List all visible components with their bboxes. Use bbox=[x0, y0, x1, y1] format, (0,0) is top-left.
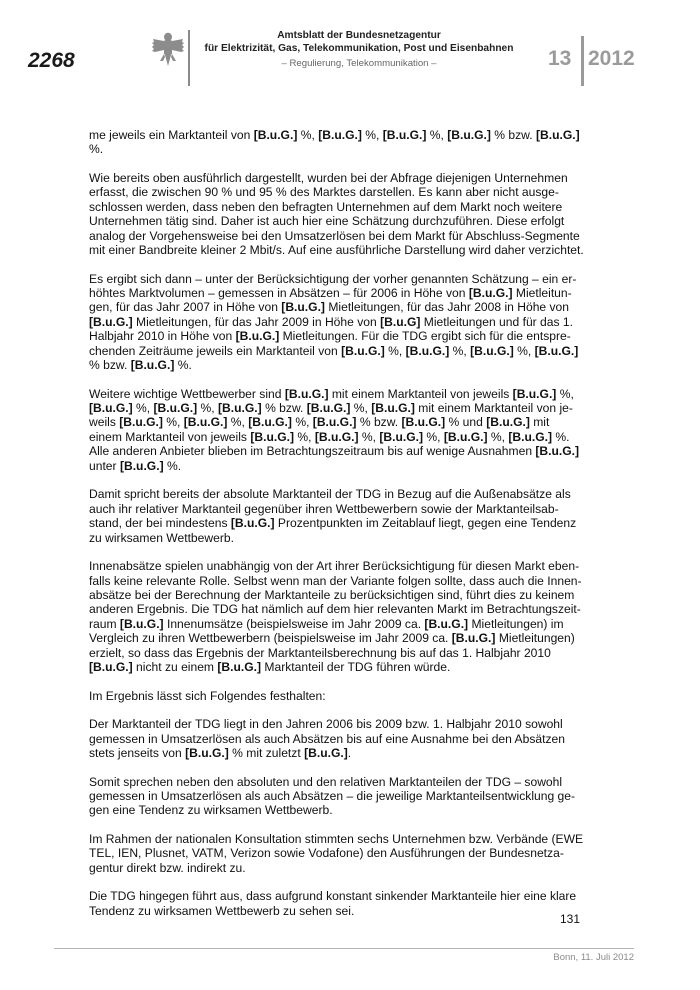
paragraph-text: %, bbox=[297, 128, 319, 142]
redaction-marker: [B.u.G.] bbox=[535, 444, 580, 459]
paragraph-text: mit einem Marktanteil von jeweils bbox=[89, 401, 573, 430]
paragraph-text: Im Ergebnis lässt sich Folgendes festhalten: bbox=[89, 688, 326, 703]
federal-eagle-icon bbox=[151, 30, 185, 70]
paragraph-text: me jeweils ein Marktanteil von bbox=[89, 128, 254, 142]
paragraph-text: %, bbox=[132, 401, 154, 416]
redaction-marker: [B.u.G.] bbox=[486, 415, 530, 430]
redaction-marker: [B.u.G.] bbox=[89, 401, 133, 416]
footer-divider bbox=[54, 948, 634, 949]
redaction-marker: [B.u.G.] bbox=[89, 314, 133, 329]
paragraph-text: Mietleitungen, für das Jahr 2008 in Höhe von bbox=[324, 300, 570, 315]
paragraph-text: mit einem Marktanteil von jeweils bbox=[89, 415, 550, 444]
paragraph-text: %, bbox=[291, 415, 313, 430]
redaction-marker: [B.u.G.] bbox=[306, 401, 351, 416]
paragraph-text: %, bbox=[556, 386, 574, 401]
paragraph-text: %. bbox=[89, 142, 104, 157]
paragraph-text: %, bbox=[426, 128, 448, 142]
issue-year: 2012 bbox=[588, 47, 635, 70]
footer-page-number: 131 bbox=[559, 912, 580, 926]
paragraph-text: %, bbox=[513, 343, 535, 358]
issue-number: 13 bbox=[548, 47, 572, 70]
redaction-marker: [B.u.G.] bbox=[253, 128, 298, 142]
paragraph-text: %, bbox=[197, 401, 219, 416]
redaction-marker: [B.u.G.] bbox=[153, 401, 198, 416]
page-number: 2268 bbox=[28, 49, 75, 72]
paragraph-text: Innenumsätze (beispielsweise im Jahr 2009 ca. bbox=[163, 616, 425, 631]
paragraph-text: % bzw. bbox=[490, 128, 536, 142]
redaction-marker: [B.u.G.] bbox=[318, 128, 362, 142]
redaction-marker: [B.u.G.] bbox=[447, 128, 491, 142]
body-paragraph bbox=[89, 775, 584, 818]
paragraph-text: %, bbox=[294, 429, 315, 444]
redaction-marker: [B.u.G.] bbox=[185, 745, 229, 760]
paragraph-text: % bzw. bbox=[89, 358, 131, 373]
body-paragraph bbox=[89, 272, 584, 373]
body-paragraph bbox=[89, 717, 584, 760]
paragraph-text: %, bbox=[227, 415, 249, 430]
redaction-marker: [B.u.G.] bbox=[284, 386, 329, 401]
paragraph-text: %. bbox=[174, 358, 192, 373]
paragraph-text: Mietleitungen, für das Jahr 2007 in Höhe von bbox=[89, 286, 572, 315]
paragraph-text: %, bbox=[350, 401, 372, 416]
redaction-marker: [B.u.G.] bbox=[443, 429, 488, 444]
redaction-marker: [B.u.G.] bbox=[250, 429, 294, 444]
redaction-marker: [B.u.G.] bbox=[119, 616, 164, 631]
paragraph-text: % bzw. bbox=[356, 415, 402, 430]
paragraph-text: Innenabsätze spielen unabhängig von der Art ihrer Berücksichtigung für diesen Markt ebenfalls keine relevante Rolle. Selbst wenn man der Variante folgen sollte, dass auch die Innenabsätze bei der Berechnung der Marktanteile zu berücksichtigen sind, führt dies zu keinem anderen Ergebnis. Die TDG hat nämlich auf dem hier relevanten Markt im Betrachtungszeitraum bbox=[89, 559, 582, 631]
redaction-marker: [B.u.G.] bbox=[508, 429, 553, 444]
paragraph-text: %, bbox=[358, 429, 380, 444]
redaction-marker: [B.u.G.] bbox=[535, 128, 580, 142]
issue-divider bbox=[581, 36, 584, 86]
redaction-marker: [B.u.G.] bbox=[119, 415, 163, 430]
redaction-marker: [B.u.G.] bbox=[451, 631, 496, 646]
paragraph-text: mit einem Marktanteil von jeweils bbox=[328, 386, 513, 401]
paragraph-text: Mietleitungen) erzielt, so dass das Ergebnis der Marktanteilsberechnung bis auf das 1. Halbjahr 2010 bbox=[89, 631, 575, 660]
paragraph-text: Die TDG hingegen führt aus, dass aufgrund konstant sinkender Marktanteile hier eine klare Tendenz zu wirksamen Wettbewerb zu sehen sei. bbox=[89, 889, 577, 918]
redaction-marker: [B.u.G.] bbox=[534, 343, 579, 358]
paragraph-text: %, bbox=[487, 429, 509, 444]
body-paragraph bbox=[89, 689, 584, 703]
redaction-marker: [B.u.G.] bbox=[470, 343, 514, 358]
redaction-marker: [B.u.G.] bbox=[235, 329, 280, 344]
body-paragraph bbox=[89, 487, 584, 545]
redaction-marker: [B.u.G.] bbox=[248, 415, 292, 430]
paragraph-text: %, bbox=[449, 343, 471, 358]
paragraph-text: %, bbox=[423, 429, 444, 444]
paragraph-text: Marktanteil der TDG führen würde. bbox=[261, 659, 451, 674]
paragraph-text: %. bbox=[163, 458, 182, 473]
paragraph-text: %, bbox=[384, 343, 406, 358]
redaction-marker: [B.u.G.] bbox=[405, 343, 450, 358]
publication-title-line1: Amtsblatt der Bundesnetzagentur bbox=[277, 30, 441, 41]
paragraph-text: Es ergibt sich dann – unter der Berücksichtigung der vorher genannten Schätzung – ein erhöhtes Marktvolumen – gemessen in Absätzen – für 2006 in Höhe von bbox=[89, 271, 577, 301]
paragraph-text: Weitere wichtige Wettbewerber sind bbox=[89, 386, 285, 401]
paragraph-text: Somit sprechen neben den absoluten und den relativen Marktanteilen der TDG – sowohl gemessen in Umsatzerlösen als auch Absätzen – die jeweilige Marktanteilsentwicklung gegen eine Tendenz zu wirksamen Wettbewerb. bbox=[89, 774, 576, 818]
body-paragraph bbox=[89, 171, 584, 257]
body-paragraph bbox=[89, 832, 584, 875]
paragraph-text: Mietleitungen. Für die TDG ergibt sich für die entsprechenden Zeiträume jeweils ein Marktanteil von bbox=[89, 329, 571, 358]
body-paragraph bbox=[89, 128, 584, 157]
paragraph-text: Mietleitungen, für das Jahr 2009 in Höhe von bbox=[132, 314, 381, 329]
redaction-marker: [B.u.G.] bbox=[401, 415, 446, 430]
paragraph-text: %, bbox=[361, 128, 383, 142]
redaction-marker: [B.u.G.] bbox=[217, 659, 262, 674]
footer-date: Bonn, 11. Juli 2012 bbox=[553, 952, 634, 963]
paragraph-text: Der Marktanteil der TDG liegt in den Jahren 2006 bis 2009 bzw. 1. Halbjahr 2010 sowohl gemessen in Umsatzerlösen als auch Absätzen bis auf eine Ausnahme bei den Absätzen stets jenseits von bbox=[89, 717, 565, 760]
body-paragraph bbox=[89, 559, 584, 674]
redaction-marker: [B.u.G.] bbox=[382, 128, 427, 142]
redaction-marker: [B.u.G.] bbox=[341, 343, 385, 358]
redaction-marker: [B.u.G.] bbox=[314, 429, 359, 444]
redaction-marker: [B.u.G] bbox=[380, 314, 421, 329]
paragraph-text: nicht zu einem bbox=[132, 659, 218, 674]
paragraph-text: Im Rahmen der nationalen Konsultation stimmten sechs Unternehmen bzw. Verbände (EWE TEL, IEN, Plusnet, VATM, Verizon sowie Vodafone) den Ausführungen der Bundesnetzagentur direkt bzw. indirekt zu. bbox=[89, 831, 584, 875]
paragraph-text: %. Alle anderen Anbieter blieben im Betrachtungszeitraum bis auf wenige Ausnahmen bbox=[89, 429, 570, 459]
redaction-marker: [B.u.G.] bbox=[512, 386, 557, 401]
redaction-marker: [B.u.G.] bbox=[89, 659, 133, 674]
paragraph-text: Wie bereits oben ausführlich dargestellt, wurden bei der Abfrage diejenigen Unternehmen erfasst, die zwischen 90 % und 95 % des Marktes darstellen. Es kann aber nicht ausgeschlossen werden, dass neben den befragten Unternehmen auf dem Markt noch weitere Unternehmen tätig sind. Daher ist auch hier eine Schätzung durchzuführen. Diese erfolgt analog der Vorgehensweise bei den Umsatzerlösen bei dem Markt für Abschluss-Segmente mit einer Bandbreite kleiner 2 Mbit/s. Auf eine ausführliche Darstellung wird daher verzichtet. bbox=[89, 171, 584, 258]
header-divider bbox=[188, 30, 190, 86]
paragraph-text: Mietleitungen) im Vergleich zu ihren Wettbewerbern (beispielsweise im Jahr 2009 ca. bbox=[89, 616, 564, 646]
document-body bbox=[89, 128, 584, 932]
body-paragraph bbox=[89, 889, 584, 918]
redaction-marker: [B.u.G.] bbox=[379, 429, 424, 444]
redaction-marker: [B.u.G.] bbox=[304, 745, 348, 760]
redaction-marker: [B.u.G.] bbox=[424, 616, 469, 631]
paragraph-text: %, bbox=[162, 415, 184, 430]
paragraph-text: Prozentpunkten im Zeitablauf liegt, gegen eine Tendenz zu wirksamen Wettbewerb. bbox=[89, 516, 577, 545]
body-paragraph bbox=[89, 387, 584, 473]
publication-subtitle: – Regulierung, Telekommunikation – bbox=[281, 58, 437, 69]
paragraph-text: % bzw. bbox=[261, 401, 307, 416]
publication-title bbox=[200, 30, 518, 55]
redaction-marker: [B.u.G.] bbox=[119, 458, 164, 473]
paragraph-text: Damit spricht bereits der absolute Marktanteil der TDG in Bezug auf die Außenabsätze als auch ihr relativer Marktanteil gegenüber ihren Wettbewerbern sowie der Marktanteilsabstand, der bei mindestens bbox=[89, 487, 571, 531]
redaction-marker: [B.u.G.] bbox=[218, 401, 262, 416]
redaction-marker: [B.u.G.] bbox=[230, 516, 275, 531]
paragraph-text: % mit zuletzt bbox=[228, 745, 305, 760]
redaction-marker: [B.u.G.] bbox=[468, 286, 513, 301]
paragraph-text: . bbox=[347, 745, 352, 760]
redaction-marker: [B.u.G.] bbox=[371, 401, 415, 416]
redaction-marker: [B.u.G.] bbox=[183, 415, 228, 430]
publication-title-line2: für Elektrizität, Gas, Telekommunikation, Post und Eisenbahnen bbox=[204, 42, 514, 54]
paragraph-text: unter bbox=[89, 458, 120, 473]
paragraph-text: % und bbox=[445, 415, 487, 430]
redaction-marker: [B.u.G.] bbox=[130, 358, 175, 373]
redaction-marker: [B.u.G.] bbox=[281, 300, 325, 315]
redaction-marker: [B.u.G.] bbox=[312, 415, 357, 430]
paragraph-text: Mietleitungen und für das 1. Halbjahr 2010 in Höhe von bbox=[89, 314, 574, 344]
